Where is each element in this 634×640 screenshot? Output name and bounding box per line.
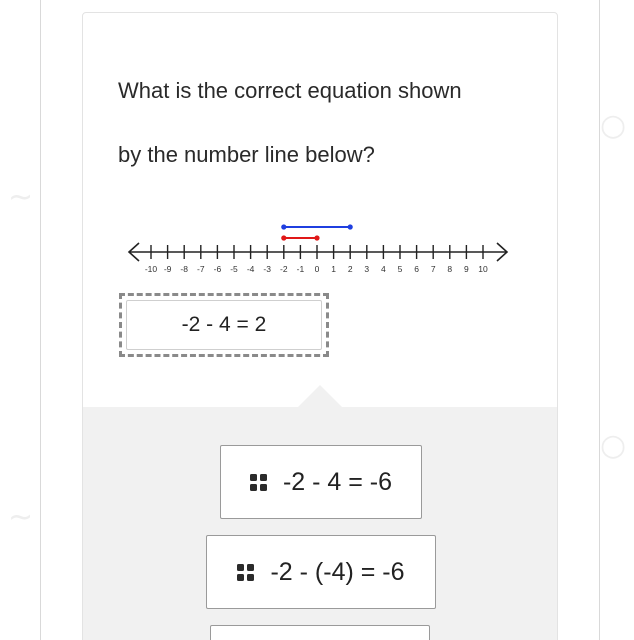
tick-label: -6 (213, 264, 222, 274)
question-line-2: by the number line below? (118, 142, 375, 167)
tick-label: 0 (314, 264, 320, 274)
tick-label: -4 (246, 264, 255, 274)
tray-pointer (298, 385, 342, 407)
background-squiggle-icon: ~ (8, 180, 34, 215)
number-line (123, 209, 513, 279)
question-text (118, 59, 528, 187)
blue-start-dot (281, 224, 286, 229)
choice-label: -2 - (-4) = -6 (270, 557, 405, 586)
question-card (82, 12, 558, 640)
tick-label: 4 (381, 264, 386, 274)
tick-label: 6 (414, 264, 419, 274)
tick-label: 7 (430, 264, 436, 274)
tick-label: -10 (144, 264, 158, 274)
drag-handle-icon[interactable] (250, 474, 267, 491)
tick-label: -7 (197, 264, 205, 274)
background-circle-icon: ○ (600, 428, 627, 463)
choice-label: -2 - 4 = -6 (282, 467, 393, 496)
tick-label: -2 (280, 264, 288, 274)
question-line-1: What is the correct equation shown (118, 78, 462, 103)
answer-drop-zone[interactable] (119, 293, 329, 357)
tick-label: -8 (180, 264, 188, 274)
tick-label: -5 (230, 264, 238, 274)
tick-label: 3 (364, 264, 370, 274)
tick-label: -1 (296, 264, 305, 274)
tick-label: 2 (347, 264, 353, 274)
choice-tile[interactable] (210, 625, 430, 640)
red-start-dot (281, 235, 286, 240)
background-squiggle-icon: ~ (8, 500, 34, 535)
tick-label: 1 (331, 264, 336, 274)
tick-label: 10 (478, 264, 488, 274)
red-end-dot (314, 235, 319, 240)
blue-end-dot (348, 224, 353, 229)
drag-handle-icon[interactable] (237, 564, 254, 581)
tick-label: 8 (447, 264, 453, 274)
tick-label: 9 (464, 264, 469, 274)
tick-label: 5 (397, 264, 403, 274)
background-circle-icon: ○ (600, 108, 627, 143)
tick-label: -9 (163, 264, 172, 274)
tick-label: -3 (263, 264, 271, 274)
choice-tile[interactable] (206, 535, 436, 609)
answer-tile[interactable]: -2 - 4 = 2 (126, 300, 322, 350)
choice-tile[interactable] (220, 445, 422, 519)
